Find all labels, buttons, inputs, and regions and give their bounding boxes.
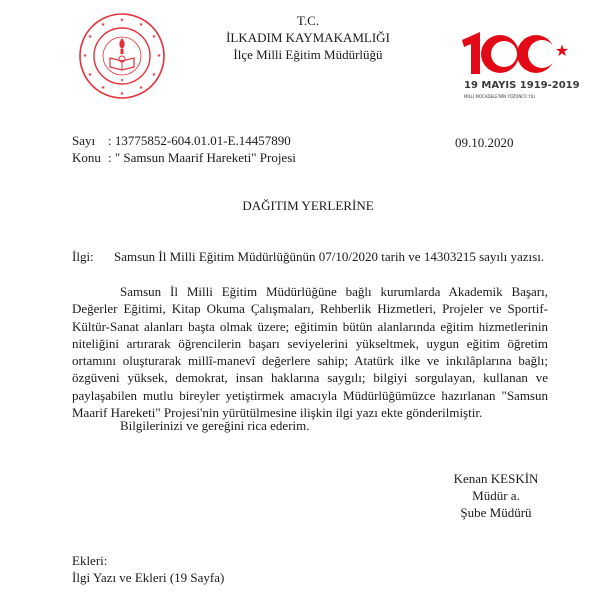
distribution-heading: DAĞITIM YERLERİNE bbox=[242, 198, 374, 213]
signer-name: Kenan KESKİN bbox=[453, 471, 539, 486]
logo-subtitle-line: MİLLİ MÜCADELE'NİN YÜZÜNCÜ YILI bbox=[464, 94, 536, 99]
logo-date-line: 19 MAYIS 1919-2019 bbox=[464, 80, 580, 91]
svg-text:★: ★ bbox=[156, 54, 162, 59]
konu-value: : " Samsun Maarif Hareketi" Projesi bbox=[108, 150, 296, 165]
svg-text:★: ★ bbox=[100, 86, 106, 91]
ilgi-label: İlgi: bbox=[72, 249, 94, 264]
centennial-logo bbox=[458, 26, 598, 106]
body-paragraph: Samsun İl Milli Eğitim Müdürlüğüne bağlı kurumlarda Akademik Başarı, Değerler Eğitimi, Kitap Okuma Çalışmaları, Rehberlik Hizmetleri, Projeler ve Sportif-Kültür-Sanat alanları başta olmak üzere; eğitimin bütün alanlarında eğitim hizmetlerinin niteliğini artırarak öğrencilerin başarı seviyelerini yükseltmek, uygun eğitim öğretim ortamını oluşturarak millî-manevî değerlere sahip; Atatürk ilke ve inkılâplarına bağlı; özgüveni yüksek, demokrat, insan haklarına saygılı; bilgiyi sorgulayan, kullanan ve paylaşabilen mutlu bireyler yetiştirmek amacıyla Müdürlüğümüzce hazırlanan "Samsun Maarif Hareketi" Projesi'nin yürütülmesine ilişkin ilgi yazı ekte gönderilmiştir. bbox=[72, 284, 548, 421]
svg-text:★: ★ bbox=[138, 23, 144, 28]
svg-text:★: ★ bbox=[87, 35, 93, 40]
ilgi-text: Samsun İl Milli Eğitim Müdürlüğünün 07/10/2020 tarih ve 14303215 sayılı yazısı. bbox=[114, 249, 545, 264]
attachments-label: Ekleri: bbox=[72, 553, 108, 568]
svg-text:★: ★ bbox=[119, 92, 125, 97]
header-kaymakamlik: İLKADIM KAYMAKAMLIĞI bbox=[226, 30, 390, 45]
attachments-block bbox=[72, 552, 224, 586]
svg-text:★: ★ bbox=[119, 18, 125, 24]
document-date: 09.10.2020 bbox=[455, 135, 514, 150]
svg-text:★: ★ bbox=[138, 86, 144, 91]
konu-row bbox=[72, 150, 296, 166]
header-tc: T.C. bbox=[296, 13, 320, 28]
signer-title-2: Şube Müdürü bbox=[460, 505, 532, 520]
svg-text:★: ★ bbox=[100, 23, 106, 28]
svg-text:★: ★ bbox=[82, 54, 88, 59]
closing-sentence: Bilgilerinizi ve gereğini rica ederim. bbox=[120, 418, 310, 433]
svg-text:★: ★ bbox=[151, 35, 157, 40]
sayi-label: Sayı bbox=[72, 133, 96, 148]
konu-label: Konu bbox=[72, 150, 101, 165]
sayi-value: : 13775852-604.01.01-E.14457890 bbox=[108, 133, 291, 148]
attachment-item: İlgi Yazı ve Ekleri (19 Sayfa) bbox=[72, 570, 225, 585]
sayi-row bbox=[72, 133, 291, 149]
svg-text:★: ★ bbox=[554, 43, 570, 60]
ilgi-row bbox=[72, 249, 544, 265]
signer-title-1: Müdür a. bbox=[472, 488, 520, 503]
svg-text:★: ★ bbox=[151, 73, 157, 78]
header-mudurluk: İlçe Milli Eğitim Müdürlüğü bbox=[233, 47, 383, 62]
signature-block bbox=[448, 470, 544, 521]
100-year-logo-icon bbox=[458, 26, 598, 106]
svg-text:★: ★ bbox=[87, 73, 93, 78]
